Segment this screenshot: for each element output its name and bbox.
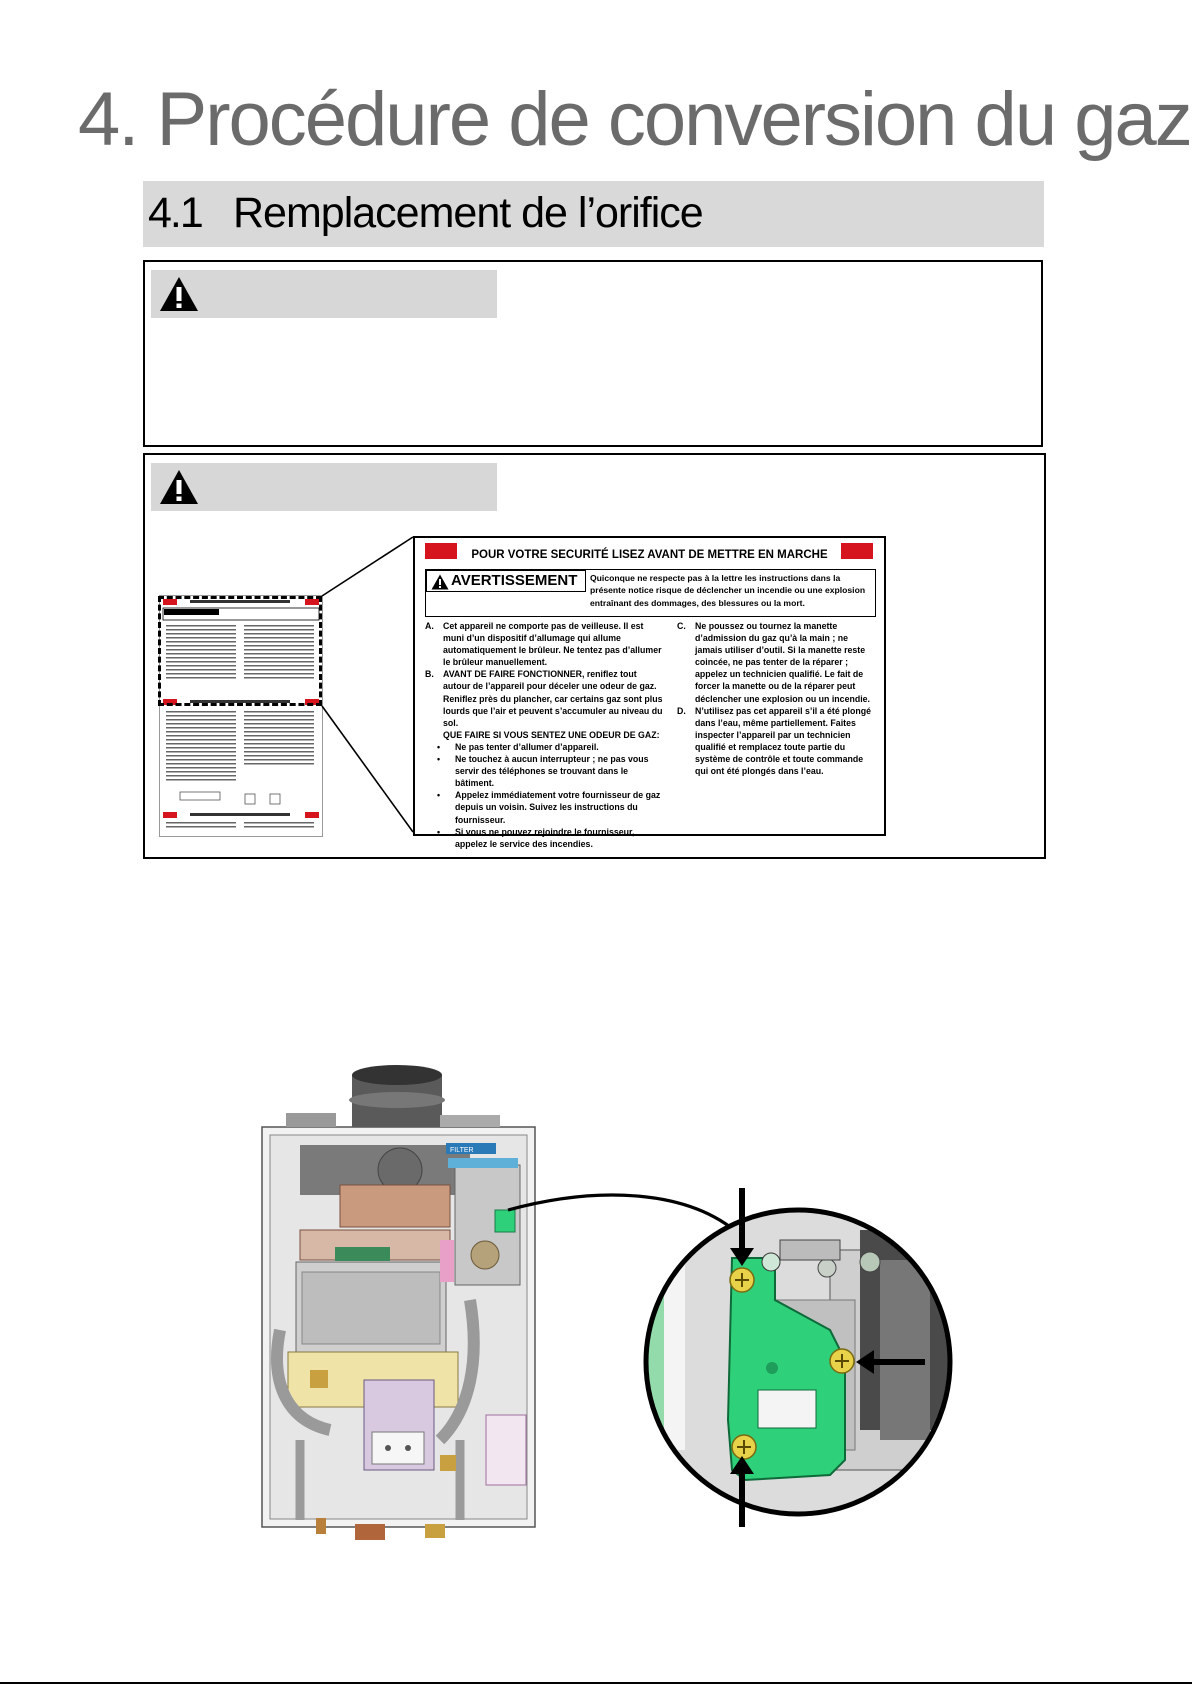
safety-label-title: POUR VOTRE SECURITÉ LISEZ AVANT DE METTRE EN MARCHE: [471, 549, 828, 561]
section-title: Remplacement de l’orifice: [233, 189, 703, 237]
item-letter: C.: [677, 621, 686, 631]
warning-label-text: AVERTISSEMENT: [451, 572, 578, 589]
item-text: Cet appareil ne comporte pas de veilleuse. Il est muni d’un dispositif d’allumage qui allume automatiquement le brûleur. Ne tentez pas d’allumer le brûleur manuellement.: [443, 621, 662, 668]
item-text: N’utilisez pas cet appareil s’il a été plongé dans l’eau, même partiellement. Faites inspecter l’appareil par un technicien qualifié et remplacez toute partie du système de contrôle et toute commande qui ont été plongés dans l’eau.: [695, 705, 871, 777]
screw-right: [830, 1349, 854, 1373]
screw-top: [730, 1268, 754, 1292]
safety-bullet: • Ne touchez à aucun interrupteur ; ne pas vous servir des téléphones se trouvant dans le bâtiment.: [425, 753, 665, 789]
callout-line: [508, 1195, 740, 1235]
zoom-detail-circle: [640, 1188, 960, 1527]
item-letter: B.: [425, 669, 434, 680]
item-text: AVANT DE FAIRE FONCTIONNER, reniflez tout autour de l’appareil pour déceler une odeur de gaz. Reniflez près du plancher, car certains gaz sont plus lourds que l’air et peuvent s’accumuler au niveau du sol.: [443, 669, 663, 728]
safety-bullet: • Si vous ne pouvez rejoindre le fournisseur, appelez le service des incendies.: [425, 826, 665, 850]
page-title: 4. Procédure de conversion du gaz: [78, 77, 1191, 162]
filter-tag-text: FILTER: [450, 1147, 474, 1154]
safety-bullet: • Appelez immédiatement votre fournisseur de gaz depuis un voisin. Suivez les instructions du fournisseur.: [425, 789, 665, 825]
screw-bottom: [732, 1435, 756, 1459]
item-letter: D.: [677, 705, 686, 716]
item-text: Ne poussez ou tournez la manette d’admission du gaz qu’à la main ; ne jamais utiliser d’outil. Si la manette reste coincée, ne pas tenter de la réparer ; appelez un technicien qualifié. Le fait de forcer la manette ou de la réparer peut déclencher une explosion ou un incendie.: [695, 621, 870, 704]
safety-warning-text: Quiconque ne respecte pas à la lettre les instructions dans la présente notice risque de déclencher un incendie ou une explosion entraînant des dommages, des blessures ou la mort.: [590, 573, 866, 608]
gas-odor-heading: QUE FAIRE SI VOUS SENTEZ UNE ODEUR DE GAZ:: [443, 729, 660, 740]
section-number: 4.1: [148, 189, 202, 237]
item-letter: A.: [425, 621, 434, 631]
water-heater-unit: [262, 1065, 535, 1540]
safety-bullet: • Ne pas tenter d’allumer d’appareil.: [425, 741, 665, 753]
